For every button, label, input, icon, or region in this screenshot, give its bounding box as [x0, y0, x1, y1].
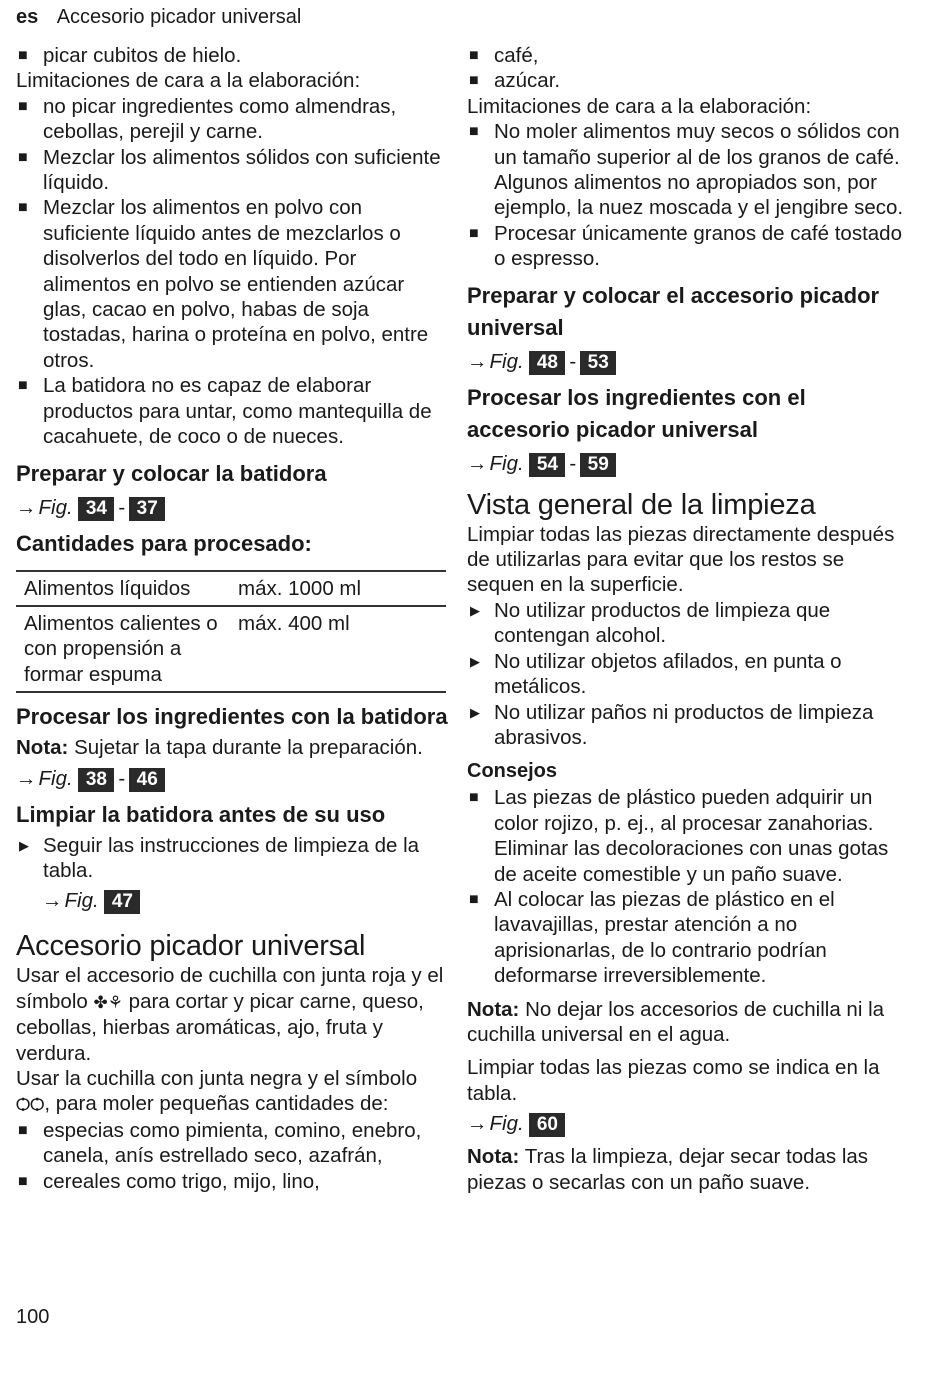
figure-badge: 37 — [129, 497, 165, 521]
figure-badge: 47 — [104, 890, 140, 914]
figure-reference: →Fig. 48 - 53 — [467, 348, 907, 376]
paragraph: Limpiar todas las piezas directamente después de utilizarlas para evitar que los restos se sequen en la superficie. — [467, 522, 895, 597]
limits-label: Limitaciones de cara a la elaboración: — [467, 94, 812, 118]
section-heading: Preparar y colocar la batidora — [16, 460, 327, 486]
square-bullet-icon: ■ — [469, 224, 479, 242]
list-item: ■ Las piezas de plástico pueden adquirir un color rojizo, p. ej., al procesar zanahorias. Eliminar las decoloraciones con unas gotas de aceite comestible y un paño suave. — [469, 786, 889, 886]
table-row — [16, 571, 446, 606]
triangle-bullet-icon: ▶ — [19, 837, 29, 853]
page-header — [16, 6, 301, 29]
list-item: ■ Al colocar las piezas de plástico en el lavavajillas, prestar atención a no aprisionarlas, de lo contrario podrían deformarse irreversiblemente. — [469, 887, 835, 988]
square-bullet-icon: ■ — [18, 199, 28, 217]
paragraph: Usar el accesorio de cuchilla con junta roja y el símbolo ✤⚘ para cortar y picar carne, queso, cebollas, hierbas aromáticas, ajo, fruta y verdura. — [16, 964, 444, 1065]
chapter-heading: Accesorio picador universal — [16, 930, 366, 963]
figure-reference: →Fig. 34 - 37 — [16, 494, 448, 522]
list-item: ▶ No utilizar paños ni productos de limpieza abrasivos. — [470, 700, 874, 749]
triangle-bullet-icon: ▶ — [470, 704, 480, 720]
triangle-bullet-icon: ▶ — [470, 653, 480, 669]
note: Nota: Sujetar la tapa durante la preparación. — [16, 736, 423, 760]
square-bullet-icon: ■ — [18, 148, 28, 166]
square-bullet-icon: ■ — [18, 1172, 28, 1190]
figure-reference: →Fig. 47 — [42, 887, 448, 915]
section-heading: Procesar los ingredientes con la batidora — [16, 704, 448, 730]
arrow-right-icon: → — [16, 766, 37, 790]
figure-badge: 38 — [78, 768, 114, 792]
chop-symbol-icon: ✤⚘ — [93, 992, 123, 1012]
triangle-bullet-icon: ▶ — [470, 602, 480, 618]
list-item: ▶ No utilizar productos de limpieza que contengan alcohol. — [470, 598, 831, 648]
square-bullet-icon: ■ — [18, 377, 28, 395]
arrow-right-icon: → — [16, 495, 37, 519]
figure-badge: 60 — [529, 1113, 565, 1137]
page-number: 100 — [16, 1306, 50, 1328]
table-cell: Alimentos líquidos — [24, 576, 191, 600]
figure-reference: →Fig. 60 — [467, 1110, 907, 1138]
paragraph: Usar la cuchilla con junta negra y el símbolo ѺѺ, para moler pequeñas cantidades de: — [16, 1066, 418, 1116]
section-heading: Preparar y colocar el accesorio picador universal — [467, 282, 880, 340]
tips-heading: Consejos — [467, 760, 558, 783]
limits-label: Limitaciones de cara a la elaboración: — [16, 69, 361, 93]
grind-symbol-icon: ѺѺ — [16, 1095, 45, 1115]
arrow-right-icon: → — [467, 1112, 488, 1136]
arrow-right-icon: → — [467, 451, 488, 475]
list-item: ■ café, — [469, 44, 539, 67]
table-cell: Alimentos calientes o con propensión a formar espuma — [24, 611, 218, 686]
arrow-right-icon: → — [42, 889, 63, 913]
table-cell: máx. 1000 ml — [238, 576, 362, 600]
figure-badge: 48 — [529, 351, 565, 375]
list-item: ■ No moler alimentos muy secos o sólidos con un tamaño superior al de los granos de café. Algunos alimentos no apropiados son, por ejemplo, la nuez moscada y el jengibre seco. — [469, 120, 904, 220]
square-bullet-icon: ■ — [469, 123, 479, 141]
language-code: es — [16, 6, 39, 28]
list-item: ■ azúcar. — [469, 69, 561, 93]
figure-badge: 59 — [580, 453, 616, 477]
section-heading: Limpiar la batidora antes de su uso — [16, 801, 386, 827]
paragraph: Limpiar todas las piezas como se indica en la tabla. — [467, 1056, 880, 1105]
square-bullet-icon: ■ — [469, 789, 479, 807]
right-column — [467, 43, 907, 1195]
square-bullet-icon: ■ — [18, 1121, 28, 1139]
list-item: ■ cereales como trigo, mijo, lino, — [18, 1169, 320, 1193]
table-row — [16, 606, 446, 692]
square-bullet-icon: ■ — [18, 47, 28, 64]
chapter-heading: Vista general de la limpieza — [467, 488, 816, 521]
list-item: ■ especias como pimienta, comino, enebro, canela, anís estrellado seco, azafrán, — [18, 1118, 422, 1168]
square-bullet-icon: ■ — [18, 97, 28, 115]
table-cell: máx. 400 ml — [238, 611, 350, 635]
square-bullet-icon: ■ — [469, 47, 479, 64]
list-item: ■ Mezclar los alimentos en polvo con suficiente líquido antes de mezclarlos o disolverlos del todo en líquido. Por alimentos en polvo se entienden azúcar glas, cacao en polvo, habas de soja tostadas, harina o proteína en polvo, entre otros. — [18, 196, 429, 372]
section-heading: Procesar los ingredientes con el accesorio picador universal — [467, 384, 806, 442]
square-bullet-icon: ■ — [469, 890, 479, 908]
figure-badge: 34 — [78, 497, 114, 521]
figure-reference: →Fig. 54 - 59 — [467, 450, 907, 478]
figure-badge: 46 — [129, 768, 165, 792]
list-item: ■ Mezclar los alimentos sólidos con suficiente líquido. — [18, 145, 441, 195]
list-item: ■ Procesar únicamente granos de café tostado o espresso. — [469, 221, 902, 271]
header-title: Accesorio picador universal — [56, 6, 302, 28]
left-column — [16, 43, 448, 1194]
quantities-table — [16, 570, 446, 694]
note: Nota: Tras la limpieza, dejar secar todas las piezas o secarlas con un paño suave. — [467, 1145, 869, 1194]
list-item: ▶ Seguir las instrucciones de limpieza de la tabla. — [19, 833, 420, 882]
list-item: ▶ No utilizar objetos afilados, en punta o metálicos. — [470, 649, 842, 699]
figure-badge: 54 — [529, 453, 565, 477]
figure-badge: 53 — [580, 351, 616, 375]
note: Nota: No dejar los accesorios de cuchilla ni la cuchilla universal en el agua. — [467, 997, 885, 1046]
figure-reference: →Fig. 38 - 46 — [16, 765, 448, 793]
section-heading: Cantidades para procesado: — [16, 530, 312, 556]
list-item: ■ La batidora no es capaz de elaborar productos para untar, como mantequilla de cacahuete, de coco o de nueces. — [18, 374, 432, 449]
list-item: ■ picar cubitos de hielo. — [18, 44, 242, 67]
list-item: ■ no picar ingredientes como almendras, cebollas, perejil y carne. — [18, 94, 397, 144]
arrow-right-icon: → — [467, 349, 488, 373]
square-bullet-icon: ■ — [469, 72, 479, 90]
